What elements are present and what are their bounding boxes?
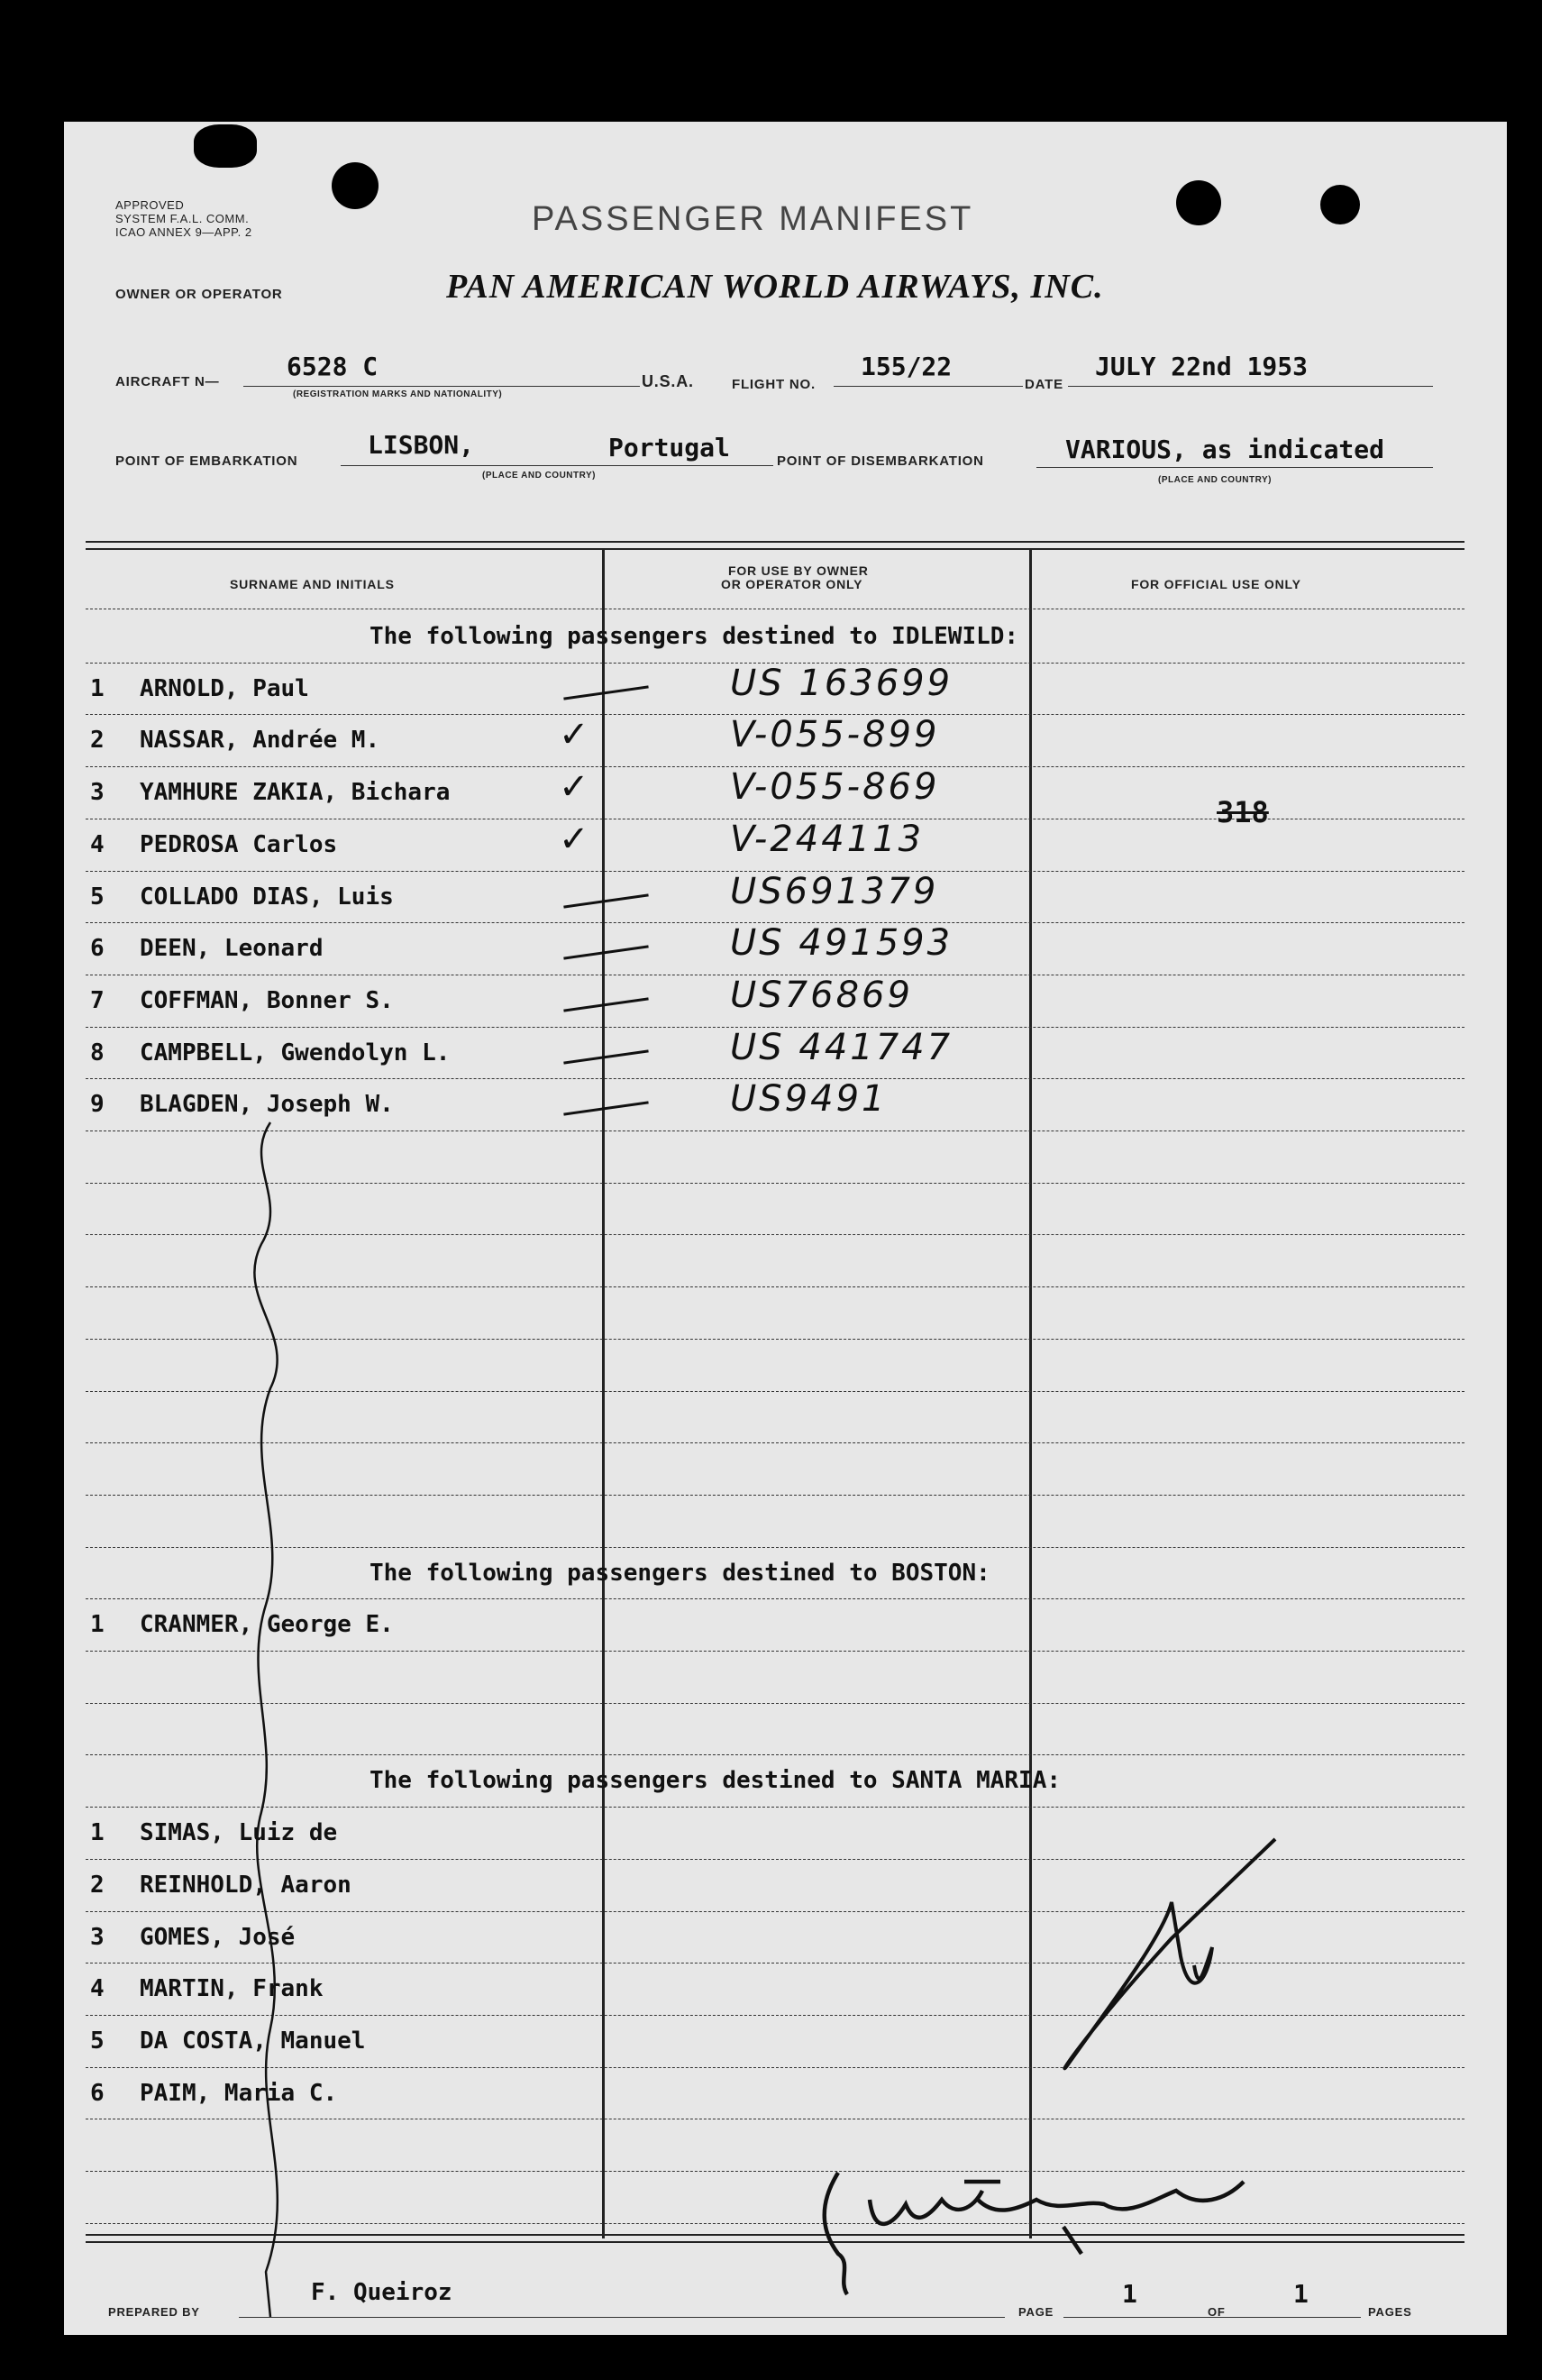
passenger-name: DA COSTA, Manuel: [140, 2027, 366, 2055]
date-value: JULY 22nd 1953: [1095, 352, 1309, 381]
passenger-number: 6: [90, 2079, 105, 2107]
place-caption-2: (PLACE AND COUNTRY): [1158, 475, 1272, 485]
passenger-number: 5: [90, 883, 105, 911]
approval-line: APPROVED: [115, 198, 185, 212]
official-note: 318: [1217, 795, 1269, 829]
passenger-number: 2: [90, 727, 105, 755]
passenger-name: GOMES, José: [140, 1923, 296, 1951]
passport-number: US 441747: [730, 1026, 953, 1068]
passport-number: V-244113: [730, 818, 925, 860]
place-caption: (PLACE AND COUNTRY): [482, 471, 596, 481]
passenger-name: COFFMAN, Bonner S.: [140, 986, 394, 1014]
bracket-squiggle: [254, 1122, 277, 2317]
passenger-name: NASSAR, Andrée M.: [140, 727, 380, 755]
page-value: 1: [1122, 2279, 1137, 2309]
passport-number: US9491: [730, 1078, 888, 1121]
check-mark: ✓: [559, 714, 592, 756]
passenger-number: 3: [90, 779, 105, 807]
column-header-owner-2: OR OPERATOR ONLY: [721, 577, 863, 591]
registration-caption: (REGISTRATION MARKS AND NATIONALITY): [293, 389, 503, 399]
passenger-name: PAIM, Maria C.: [140, 2079, 338, 2107]
column-header-surname: SURNAME AND INITIALS: [230, 577, 395, 591]
check-mark: ✓: [559, 818, 592, 860]
passenger-number: 6: [90, 935, 105, 963]
column-header-owner: FOR USE BY OWNER: [728, 563, 869, 578]
passport-number: US 163699: [730, 662, 953, 704]
of-label: OF: [1208, 2305, 1226, 2319]
page-label: PAGE: [1018, 2305, 1054, 2319]
passenger-name: YAMHURE ZAKIA, Bichara: [140, 779, 451, 807]
aircraft-label: AIRCRAFT N—: [115, 374, 220, 389]
country-label: U.S.A.: [642, 372, 694, 390]
officer-signature: [825, 2173, 1244, 2294]
date-label: DATE: [1025, 377, 1063, 392]
passenger-number: 4: [90, 830, 105, 858]
passenger-number: 1: [90, 1611, 105, 1639]
pages-label: PAGES: [1368, 2305, 1412, 2319]
passport-number: US 491593: [730, 922, 953, 965]
section-heading: The following passengers destined to SANTA MARIA:: [370, 1767, 1062, 1795]
prepared-label: PREPARED BY: [108, 2305, 200, 2319]
passport-number: V-055-899: [730, 714, 940, 756]
disembark-label: POINT OF DISEMBARKATION: [777, 453, 984, 469]
passenger-name: ARNOLD, Paul: [140, 674, 309, 702]
passenger-number: 1: [90, 674, 105, 702]
passenger-number: 1: [90, 1819, 105, 1847]
passenger-name: COLLADO DIAS, Luis: [140, 883, 394, 911]
section-heading: The following passengers destined to IDLEWILD:: [370, 623, 1019, 650]
passenger-name: BLAGDEN, Joseph W.: [140, 1091, 394, 1119]
passenger-number: 3: [90, 1923, 105, 1951]
passenger-name: CAMPBELL, Gwendolyn L.: [140, 1039, 451, 1066]
approval-line: ICAO ANNEX 9—APP. 2: [115, 225, 252, 239]
passenger-number: 8: [90, 1039, 105, 1066]
passenger-name: MARTIN, Frank: [140, 1975, 324, 2003]
passenger-name: DEEN, Leonard: [140, 935, 324, 963]
section-heading: The following passengers destined to BOSTON:: [370, 1559, 990, 1587]
prepared-value: F. Queiroz: [311, 2279, 452, 2306]
passenger-number: 9: [90, 1091, 105, 1119]
approval-line: SYSTEM F.A.L. COMM.: [115, 212, 250, 225]
company-name: PAN AMERICAN WORLD AIRWAYS, INC.: [446, 268, 1104, 306]
embark-country: Portugal: [608, 433, 730, 462]
column-header-official: FOR OFFICIAL USE ONLY: [1131, 577, 1301, 591]
initials-signature: [1064, 1839, 1275, 2068]
flight-label: FLIGHT NO.: [732, 377, 816, 392]
passport-number: US691379: [730, 870, 939, 912]
passenger-name: REINHOLD, Aaron: [140, 1871, 351, 1899]
passport-number: US76869: [730, 974, 913, 1016]
passenger-number: 4: [90, 1975, 105, 2003]
passenger-number: 2: [90, 1871, 105, 1899]
passenger-name: CRANMER, George E.: [140, 1611, 394, 1639]
embark-city: LISBON,: [368, 430, 475, 460]
of-value: 1: [1293, 2279, 1309, 2309]
disembark-value: VARIOUS, as indicated: [1065, 435, 1385, 464]
passport-number: V-055-869: [730, 766, 940, 809]
passenger-number: 7: [90, 986, 105, 1014]
check-mark: ✓: [559, 766, 592, 809]
aircraft-value: 6528 C: [287, 352, 379, 381]
passenger-name: SIMAS, Luiz de: [140, 1819, 338, 1847]
owner-label: OWNER OR OPERATOR: [115, 287, 283, 302]
page-title: PASSENGER MANIFEST: [532, 200, 974, 238]
passenger-number: 5: [90, 2027, 105, 2055]
passenger-name: PEDROSA Carlos: [140, 830, 338, 858]
flight-value: 155/22: [861, 352, 953, 381]
embark-label: POINT OF EMBARKATION: [115, 453, 298, 469]
